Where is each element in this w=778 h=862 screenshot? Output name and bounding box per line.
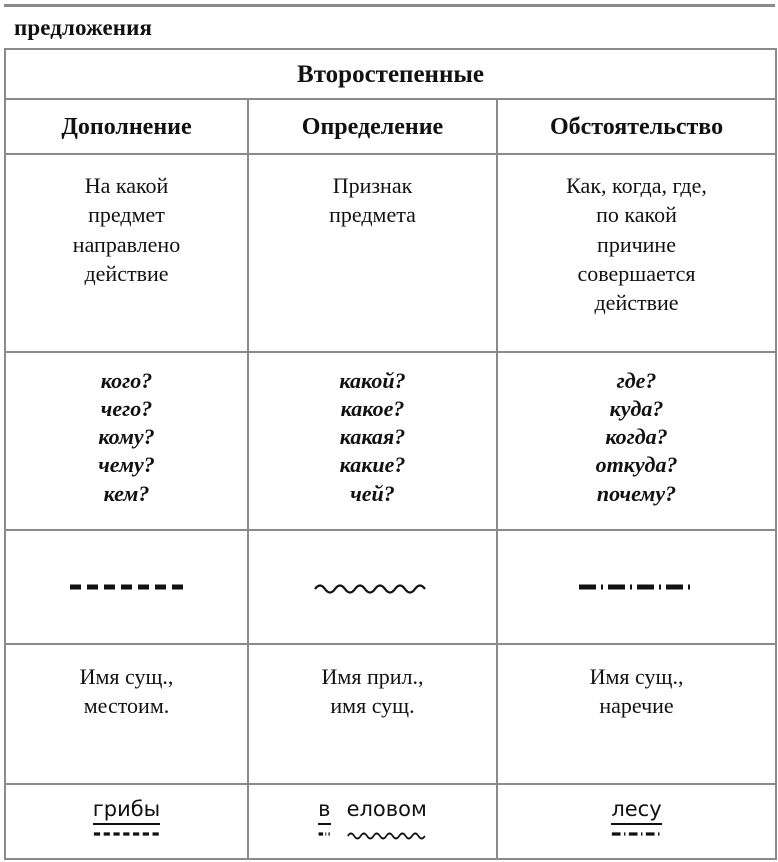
example-word	[611, 799, 661, 834]
parts-line: наречие	[599, 693, 674, 719]
notation-wrapper-1	[6, 531, 247, 643]
description-line: по какой	[596, 202, 677, 228]
parts-text-2	[249, 645, 496, 721]
question-line: почему?	[596, 480, 677, 506]
caption-strip	[4, 7, 775, 48]
parts-line: Имя сущ.,	[79, 664, 174, 689]
table-row-questions	[5, 352, 776, 530]
example-word-text: в	[318, 797, 331, 821]
dash-dot-mark	[318, 829, 330, 841]
table-row-headings	[5, 99, 776, 154]
notation-cell-3	[497, 530, 776, 644]
heading-cell-dopolnenie	[5, 99, 248, 154]
grammar-table	[4, 48, 777, 860]
heading-cell-opredelenie	[248, 99, 497, 154]
notation-wrapper-2	[249, 531, 496, 643]
wavy-line-icon	[313, 579, 433, 595]
example-word-text: лесу	[611, 797, 662, 821]
question-line: чего?	[100, 396, 153, 422]
wavy-mark	[347, 829, 427, 841]
example-cell-1	[5, 784, 248, 859]
column-heading-3: Обстоятельство	[549, 113, 724, 140]
dash-dot-line-icon	[318, 829, 330, 839]
solid-underline	[93, 823, 161, 825]
question-line: кем?	[103, 480, 150, 506]
description-line: Как, когда, где,	[566, 173, 707, 198]
questions-cell-1	[5, 352, 248, 530]
example-wrapper-2	[249, 785, 496, 834]
questions-text-1	[6, 353, 247, 508]
description-line: действие	[594, 290, 679, 315]
description-cell-2	[248, 154, 497, 352]
wavy-line-icon	[347, 829, 427, 841]
column-heading-2: Определение	[301, 113, 444, 140]
description-text-3	[498, 155, 775, 317]
example-cell-2	[248, 784, 497, 859]
dashed-mark	[93, 829, 161, 841]
description-line: предмет	[88, 202, 165, 228]
description-line: направлено	[72, 231, 181, 257]
description-line: действие	[84, 260, 169, 286]
table-row-example	[5, 784, 776, 859]
dashed-line-icon	[93, 829, 161, 839]
question-line: кого?	[100, 368, 153, 393]
question-line: чей?	[350, 480, 395, 506]
question-line: какой?	[339, 368, 406, 393]
table-row-supertitle	[5, 49, 776, 99]
parts-cell-1	[5, 644, 248, 784]
table-row-parts-of-speech	[5, 644, 776, 784]
description-cell-1	[5, 154, 248, 352]
questions-text-2	[249, 353, 496, 508]
notation-cell-2	[248, 530, 497, 644]
supertitle-text: Второстепенные	[297, 60, 484, 88]
example-cell-3	[497, 784, 776, 859]
table-row-notation	[5, 530, 776, 644]
questions-cell-3	[497, 352, 776, 530]
questions-cell-2	[248, 352, 497, 530]
question-line: какие?	[339, 452, 406, 478]
dashed-line-icon	[68, 582, 186, 592]
description-text-1	[6, 155, 247, 288]
table-row-description	[5, 154, 776, 352]
question-line: какая?	[339, 424, 406, 450]
parts-cell-2	[248, 644, 497, 784]
description-line: предмета	[329, 202, 416, 228]
heading-cell-obstoyatelstvo	[497, 99, 776, 154]
example-word	[93, 799, 161, 834]
example-word-text: грибы	[92, 797, 161, 821]
description-line: На какой	[84, 173, 169, 198]
description-line: причине	[597, 231, 676, 257]
example-wrapper-1	[6, 785, 247, 834]
parts-line: Имя прил.,	[321, 664, 424, 689]
caption-text: предложения	[14, 15, 153, 40]
parts-line: Имя сущ.,	[589, 664, 684, 689]
notation-cell-1	[5, 530, 248, 644]
notation-wrapper-3	[498, 531, 775, 643]
question-line: где?	[616, 368, 657, 393]
example-wrapper-3	[498, 785, 775, 834]
questions-text-3	[498, 353, 775, 508]
question-line: кому?	[98, 424, 155, 450]
description-cell-3	[497, 154, 776, 352]
example-word	[318, 799, 330, 834]
solid-underline	[611, 823, 661, 825]
question-line: чему?	[98, 452, 155, 478]
description-text-2	[249, 155, 496, 230]
question-line: какое?	[340, 396, 405, 422]
parts-line: имя сущ.	[330, 693, 415, 719]
parts-text-3	[498, 645, 775, 721]
solid-underline	[318, 823, 330, 825]
question-line: откуда?	[595, 452, 678, 478]
example-word-text: еловом	[346, 797, 427, 821]
dash-dot-line-icon	[611, 829, 661, 839]
question-line: когда?	[605, 424, 668, 450]
description-line: Признак	[332, 173, 413, 198]
dash-dot-line-icon	[577, 582, 697, 592]
column-heading-1: Дополнение	[61, 113, 192, 140]
parts-cell-3	[497, 644, 776, 784]
parts-text-1	[6, 645, 247, 721]
supertitle-cell	[5, 49, 776, 99]
parts-line: местоим.	[83, 693, 170, 719]
description-line: совершается	[577, 260, 696, 286]
dash-dot-mark	[611, 829, 661, 841]
question-line: куда?	[609, 396, 664, 422]
example-word	[347, 799, 427, 834]
